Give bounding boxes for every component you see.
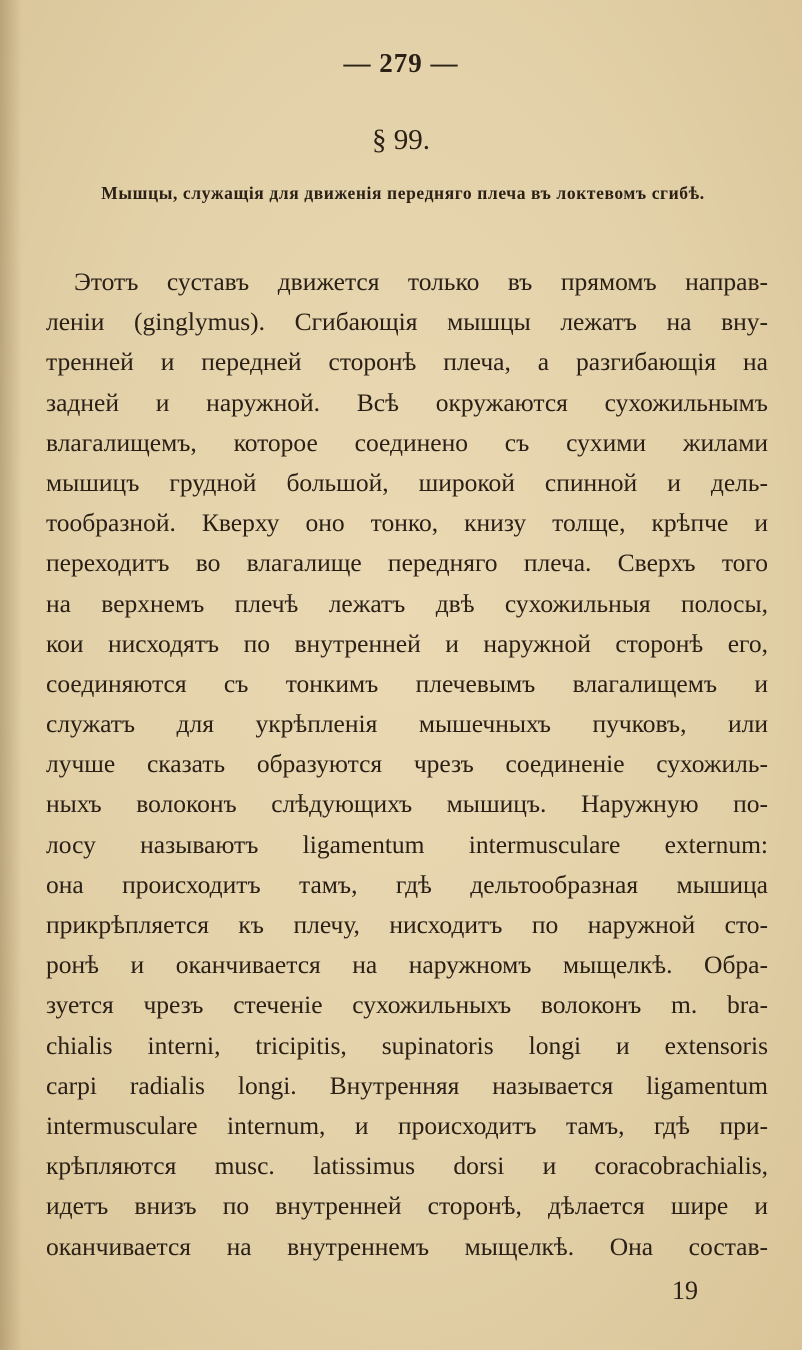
text-line: идетъ внизъ по внутренней сторонѣ, дѣлается шире и [46, 1191, 768, 1221]
text-line: ронѣ и оканчивается на наружномъ мыщелкѣ. Обра- [46, 950, 768, 980]
text-line: леніи (ginglymus). Сгибающія мышцы лежатъ на вну- [46, 307, 768, 337]
spine-shadow [0, 0, 22, 1350]
section-number: § 99. [372, 124, 430, 156]
section-title: Мышцы, служащія для движенія передняго плеча въ локтевомъ сгибѣ. [101, 183, 705, 203]
text-line: intermusculare internum, и происходитъ тамъ, гдѣ при- [46, 1110, 768, 1140]
text-line: прикрѣпляется къ плечу, нисходитъ по наружной сто- [46, 910, 768, 939]
text-line: carpi radialis longi. Внутренняя называется ligamentum [46, 1070, 768, 1100]
text-line: крѣпляются musc. latissimus dorsi и coracobrachialis, [46, 1151, 768, 1181]
text-line: лучше сказать образуются чрезъ соединеніе сухожиль- [46, 749, 768, 779]
text-line: задней и наружной. Всѣ окружаются сухожильнымъ [46, 387, 768, 417]
text-line: служатъ для укрѣпленія мышечныхъ пучковъ, или [46, 709, 768, 739]
signature-mark: 19 [672, 1276, 698, 1305]
text-line: chialis interni, tricipitis, supinatoris longi и extensoris [46, 1030, 768, 1060]
text-line: оканчивается на внутреннемъ мыщелкѣ. Она состав- [46, 1231, 768, 1261]
page-number: — 279 — [343, 48, 459, 78]
text-line: мышицъ грудной большой, широкой спинной и дель- [46, 467, 768, 497]
text-line: она происходитъ тамъ, гдѣ дельтообразная мышица [46, 869, 768, 899]
text-line: влагалищемъ, которое соединено съ сухими жилами [46, 427, 768, 457]
text-line: зуется чрезъ стеченіе сухожильныхъ волоконъ m. bra- [46, 990, 768, 1020]
text-line: лосу называютъ ligamentum intermusculare externum: [46, 829, 768, 859]
text-line: ныхъ волоконъ слѣдующихъ мышицъ. Наружную по- [46, 789, 768, 819]
text-line: Этотъ суставъ движется только въ прямомъ направ- [74, 267, 768, 296]
text-line: на верхнемъ плечѣ лежатъ двѣ сухожильныя полосы, [46, 588, 768, 618]
text-line: соединяются съ тонкимъ плечевымъ влагалищемъ и [46, 668, 768, 698]
text-line: переходитъ во влагалище передняго плеча. Сверхъ того [46, 548, 768, 578]
text-line: тренней и передней сторонѣ плеча, а разгибающія на [46, 347, 768, 377]
body-text [46, 262, 768, 1267]
text-line: кои нисходятъ по внутренней и наружной сторонѣ его, [46, 628, 768, 658]
text-line: тообразной. Кверху оно тонко, книзу толще, крѣпче и [46, 508, 768, 538]
